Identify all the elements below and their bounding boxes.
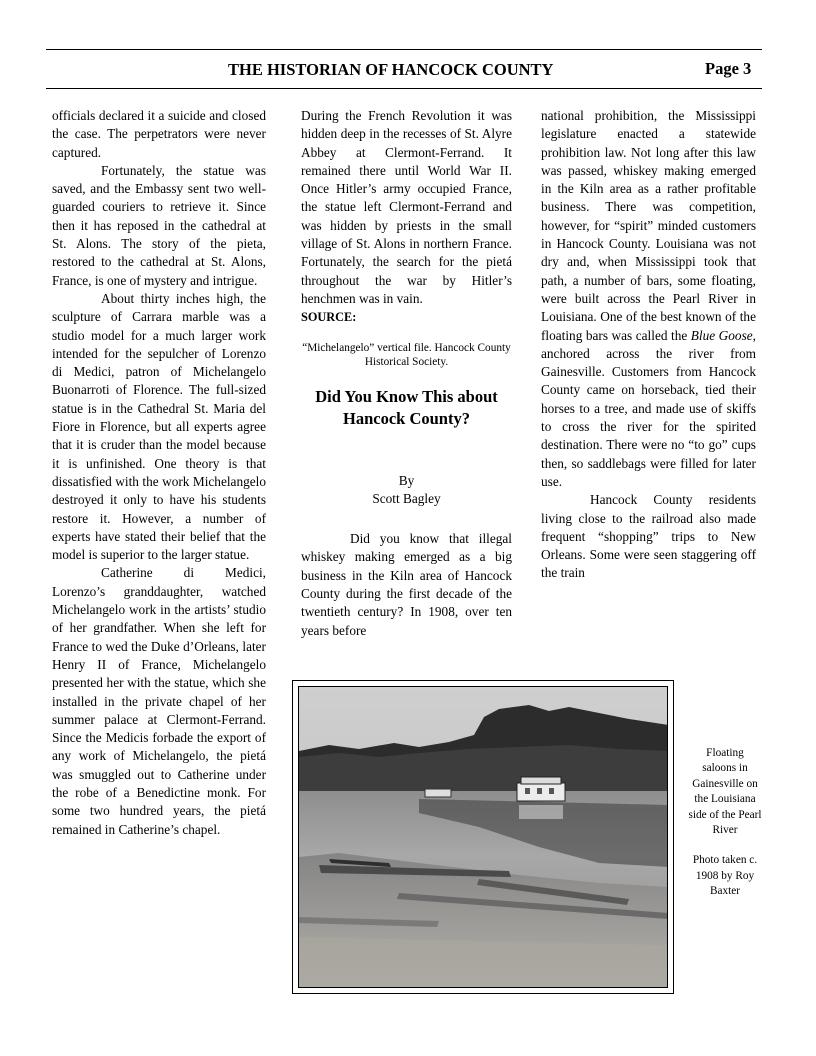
- header-rule-bottom: [46, 88, 762, 89]
- column1-paragraph-1: officials declared it a suicide and closed the case. The perpetrators were never captured.: [52, 108, 266, 160]
- column1-paragraph-3: About thirty inches high, the sculpture of Carrara marble was a studio model for a much larger work intended for the sepulcher of Lorenzo di Medici, patron of Michelangelo Buonarroti of Florence. The full-sized statue is in the Cathedral St. Maria del Fiore in Florence, but all experts agree that it is cruder than the model because it is unfinished. One theory is that dissatisfied with the work Michelangelo destroyed it only to have his students restore it. However, a number of experts have stated their belief that the model is superior to the larger statue.: [52, 290, 266, 563]
- column1-paragraph-2: Fortunately, the statue was saved, and the Embassy sent two well-guarded couriers to retrieve it. Since then it has reposed in the cathedral at St. Alons. The story of the pieta, restored to the cathedral at St. Alons, France, is one of mystery and intrigue.: [52, 162, 266, 288]
- floating-saloon-photo: [298, 686, 668, 988]
- photo-caption: [688, 746, 762, 900]
- photo-caption-description: Floating saloons in Gainesville on the Louisiana side of the Pearl River: [688, 747, 762, 837]
- column2-paragraph-1: During the French Revolution it was hidden deep in the recesses of St. Alyre Abbey at Clermont-Ferrand. It remained there until World War II. Once Hitler’s army occupied France, the statue left Clermont-Ferrand and was hidden by priests in the small village of St. Alons in northern France. Fortunately, the search for the pietá throughout the war by Hitler’s henchmen was in vain.: [301, 108, 512, 306]
- photo-caption-credit: Photo taken c. 1908 by Roy Baxter: [692, 854, 758, 898]
- article-column-3: [541, 107, 756, 583]
- article-column-1: [52, 107, 266, 839]
- byline: By: [398, 472, 415, 488]
- article-heading: Did You Know This about Hancock County?: [315, 386, 498, 428]
- column1-paragraph-4: Catherine di Medici, Lorenzo’s granddaughter, watched Michelangelo work in the artists’ studio of her grandfather. When she left for France to wed the Duke d’Orleans, later Henry II of France, Michelangelo presented her with the statue, which she installed in the private chapel of her summer palace at Clermont-Ferrand. Since the Medicis forbade the export of any work of Michelangelo, the pietá was smuggled out to Catherine under the robe of a Benedictine monk. For some two hundred years, the pietá remained in Catherine’s chapel.: [52, 565, 266, 837]
- article-column-2: [301, 107, 512, 640]
- source-citation: “Michelangelo” vertical file. Hancock County Historical Society.: [302, 341, 511, 369]
- header-rule-top: [46, 49, 762, 50]
- source-label: SOURCE:: [301, 310, 357, 325]
- column3-text-a: national prohibition, the Mississippi legislature enacted a statewide prohibition law. Not long after this law was passed, whiskey making emerged in the Kiln area as a rather profitable business. There was competition, however, for “spirit” minded customers in Hancock County. Louisiana was not dry and, when Mississippi took that path, a number of bars, some floating, were built across the Pearl River in Louisiana. One of the best known of the floating bars was called the: [541, 108, 756, 343]
- masthead-title: THE HISTORIAN OF HANCOCK COUNTY: [228, 60, 554, 79]
- column3-text-b: , anchored across the river from Gainesville. Customers from Hancock County came on horseback, tied their horses to a tree, and made use of skiffs to cross the river for the spirited destination. There were no “to go” cups then, so saddlebags were filled for later use.: [541, 327, 756, 489]
- author-name: Scott Bagley: [372, 490, 441, 506]
- blue-goose-name: Blue Goose: [690, 327, 753, 343]
- photo-frame: [292, 680, 674, 994]
- column3-paragraph-1: [541, 107, 756, 491]
- column3-paragraph-2: Hancock County residents living close to the railroad also made frequent “shopping” trips to New Orleans. Some were seen staggering off the train: [541, 492, 756, 581]
- page-number: Page 3: [705, 59, 752, 78]
- column2-paragraph-2: Did you know that illegal whiskey making emerged as a big business in the Kiln area of Hancock County during the first decade of the twentieth century? In 1908, over ten years before: [301, 531, 512, 638]
